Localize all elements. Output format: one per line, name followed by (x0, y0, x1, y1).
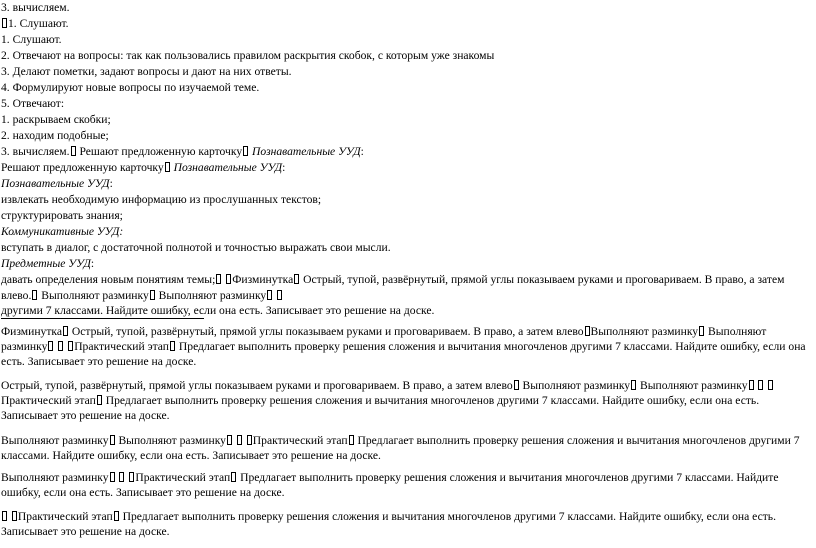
paragraph (1, 324, 806, 369)
text-span: Практический этап (135, 471, 231, 484)
text-line: структурировать знания; (1, 209, 123, 222)
text-span: Выполняют разминку (1, 325, 767, 353)
glyph-box-icon (2, 511, 7, 521)
glyph-box-icon (231, 472, 236, 482)
text-span: : (282, 161, 286, 174)
glyph-box-icon (758, 380, 763, 390)
text-span: Решают предложенную карточку (1, 161, 164, 174)
text-line (1, 177, 113, 191)
paragraph (1, 433, 806, 463)
glyph-box-icon (32, 290, 37, 300)
glyph-box-icon (2, 18, 7, 28)
glyph-box-icon (277, 290, 282, 300)
glyph-box-icon (58, 341, 63, 351)
text-span: Практический этап (1, 394, 96, 407)
glyph-box-icon (97, 395, 102, 405)
text-line (1, 257, 94, 271)
text-span: Выполняют разминку (519, 379, 631, 392)
text-span: Предлагает выполнить проверку решения сложения и вычитания многочленов другими 7 классами. Найдите ошибку, если она есть. Записывает это решение на доске. (1, 340, 806, 368)
text-line (1, 273, 784, 287)
text-line: 1. Слушают. (1, 33, 62, 46)
glyph-box-icon (216, 274, 221, 284)
text-span: Предлагает выполнить проверку решения сложения и вычитания многочленов другими 7 классами. Найдите ошибку, если она есть. Записывает это решение на доске. (1, 394, 760, 422)
glyph-box-icon (170, 341, 175, 351)
glyph-box-icon (165, 162, 170, 172)
glyph-box-icon (150, 290, 155, 300)
text-span: Выполняют разминку (115, 434, 226, 447)
text-span: Решают предложенную карточку (76, 145, 243, 158)
glyph-box-icon (129, 472, 134, 482)
paragraph (1, 378, 806, 423)
text-span: : (109, 177, 113, 190)
glyph-box-icon (631, 380, 636, 390)
paragraph (1, 470, 806, 500)
text-span: Практический этап (74, 340, 169, 353)
text-span: Практический этап (17, 510, 113, 523)
glyph-box-icon (699, 326, 704, 336)
glyph-box-icon (12, 511, 17, 521)
paragraph (1, 509, 806, 539)
text-span: Познавательные УУД (170, 161, 283, 174)
text-span: Выполняют разминку (38, 289, 149, 302)
glyph-box-icon (237, 435, 242, 445)
text-span: 1. Слушают. (8, 17, 69, 30)
text-span: Выполняют разминку (1, 434, 109, 447)
glyph-box-icon (514, 380, 519, 390)
text-span: Предлагает выполнить проверку решения сложения и вычитания многочленов другими 7 классами. Найдите ошибку, если она есть. Записывает это решение на доске. (1, 434, 800, 462)
text-line: 1. раскрываем скобки; (1, 113, 111, 126)
text-span: Выполняют разминку (155, 289, 267, 302)
text-span: Выполняют разминку (590, 325, 699, 338)
text-span: : (90, 257, 95, 270)
glyph-box-icon (585, 326, 590, 336)
text-span: Острый, тупой, развёрнутый, прямой углы показываем руками и проговариваем. В право, а затем (300, 273, 785, 286)
text-span: Предметные УУД (1, 257, 91, 270)
text-line: 2. Отвечают на вопросы: так как пользовались правилом раскрытия скобок, с которым уже знакомы (1, 49, 495, 62)
text-span: 3. вычисляем. (1, 145, 70, 158)
glyph-box-icon (768, 380, 773, 390)
glyph-box-icon (349, 435, 354, 445)
glyph-box-icon (267, 290, 272, 300)
glyph-box-icon (247, 435, 252, 445)
text-line: 3. Делают пометки, задают вопросы и дают на них ответы. (1, 65, 292, 78)
text-span: Предлагает выполнить проверку решения сложения и вычитания многочленов другими 7 классами. Найдите ошибку, если она есть. Записывает это решение на доске. (1, 510, 776, 538)
text-line: 3. вычисляем. (1, 1, 70, 14)
text-line (1, 145, 364, 159)
text-span: Физминутка (232, 273, 294, 286)
glyph-box-icon (68, 341, 73, 351)
glyph-box-icon (110, 472, 115, 482)
text-line (1, 161, 285, 175)
text-span: Практический этап (252, 434, 348, 447)
text-span: Острый, тупой, развёрнутый, прямой углы показываем руками и проговариваем. В право, а затем влево (69, 325, 584, 338)
text-span: Выполняют разминку (637, 379, 748, 392)
text-span: давать определения новым понятиям темы; (1, 273, 216, 286)
text-span: Познавательные УУД (249, 145, 361, 158)
footnote-separator (1, 318, 204, 319)
glyph-box-icon (48, 341, 53, 351)
text-line: вступать в диалог, с достаточной полнотой и точностью выражать свои мысли. (1, 241, 391, 254)
text-line: извлекать необходимую информацию из прослушанных текстов; (1, 193, 322, 206)
glyph-box-icon (119, 472, 124, 482)
text-line (1, 17, 69, 31)
text-span: : (360, 145, 364, 158)
text-span: влево. (1, 289, 32, 302)
glyph-box-icon (226, 274, 231, 284)
glyph-box-icon (294, 274, 299, 284)
text-line: 2. находим подобные; (1, 129, 109, 142)
glyph-box-icon (227, 435, 232, 445)
text-line: другими 7 классами. Найдите ошибку, если она есть. Записывает это решение на доске. (1, 304, 435, 317)
glyph-box-icon (110, 435, 115, 445)
glyph-box-icon (71, 146, 76, 156)
glyph-box-icon (63, 326, 68, 336)
text-span: Познавательные УУД (1, 177, 110, 190)
text-line: 4. Формулируют новые вопросы по изучаемой теме. (1, 81, 260, 94)
glyph-box-icon (114, 511, 119, 521)
text-span: Физминутка (1, 325, 62, 338)
text-line: 5. Отвечают: (1, 97, 65, 110)
text-line: Коммуникативные УУД: (1, 225, 124, 238)
text-span: Острый, тупой, развёрнутый, прямой углы показываем руками и проговариваем. В право, а затем влево (1, 379, 513, 392)
text-span: Выполняют разминку (1, 471, 109, 484)
text-span: Предлагает выполнить проверку решения сложения и вычитания многочленов другими 7 классами. Найдите ошибку, если она есть. Записывает это решение на доске. (1, 471, 779, 499)
glyph-box-icon (243, 146, 248, 156)
glyph-box-icon (749, 380, 754, 390)
text-line (1, 289, 283, 303)
